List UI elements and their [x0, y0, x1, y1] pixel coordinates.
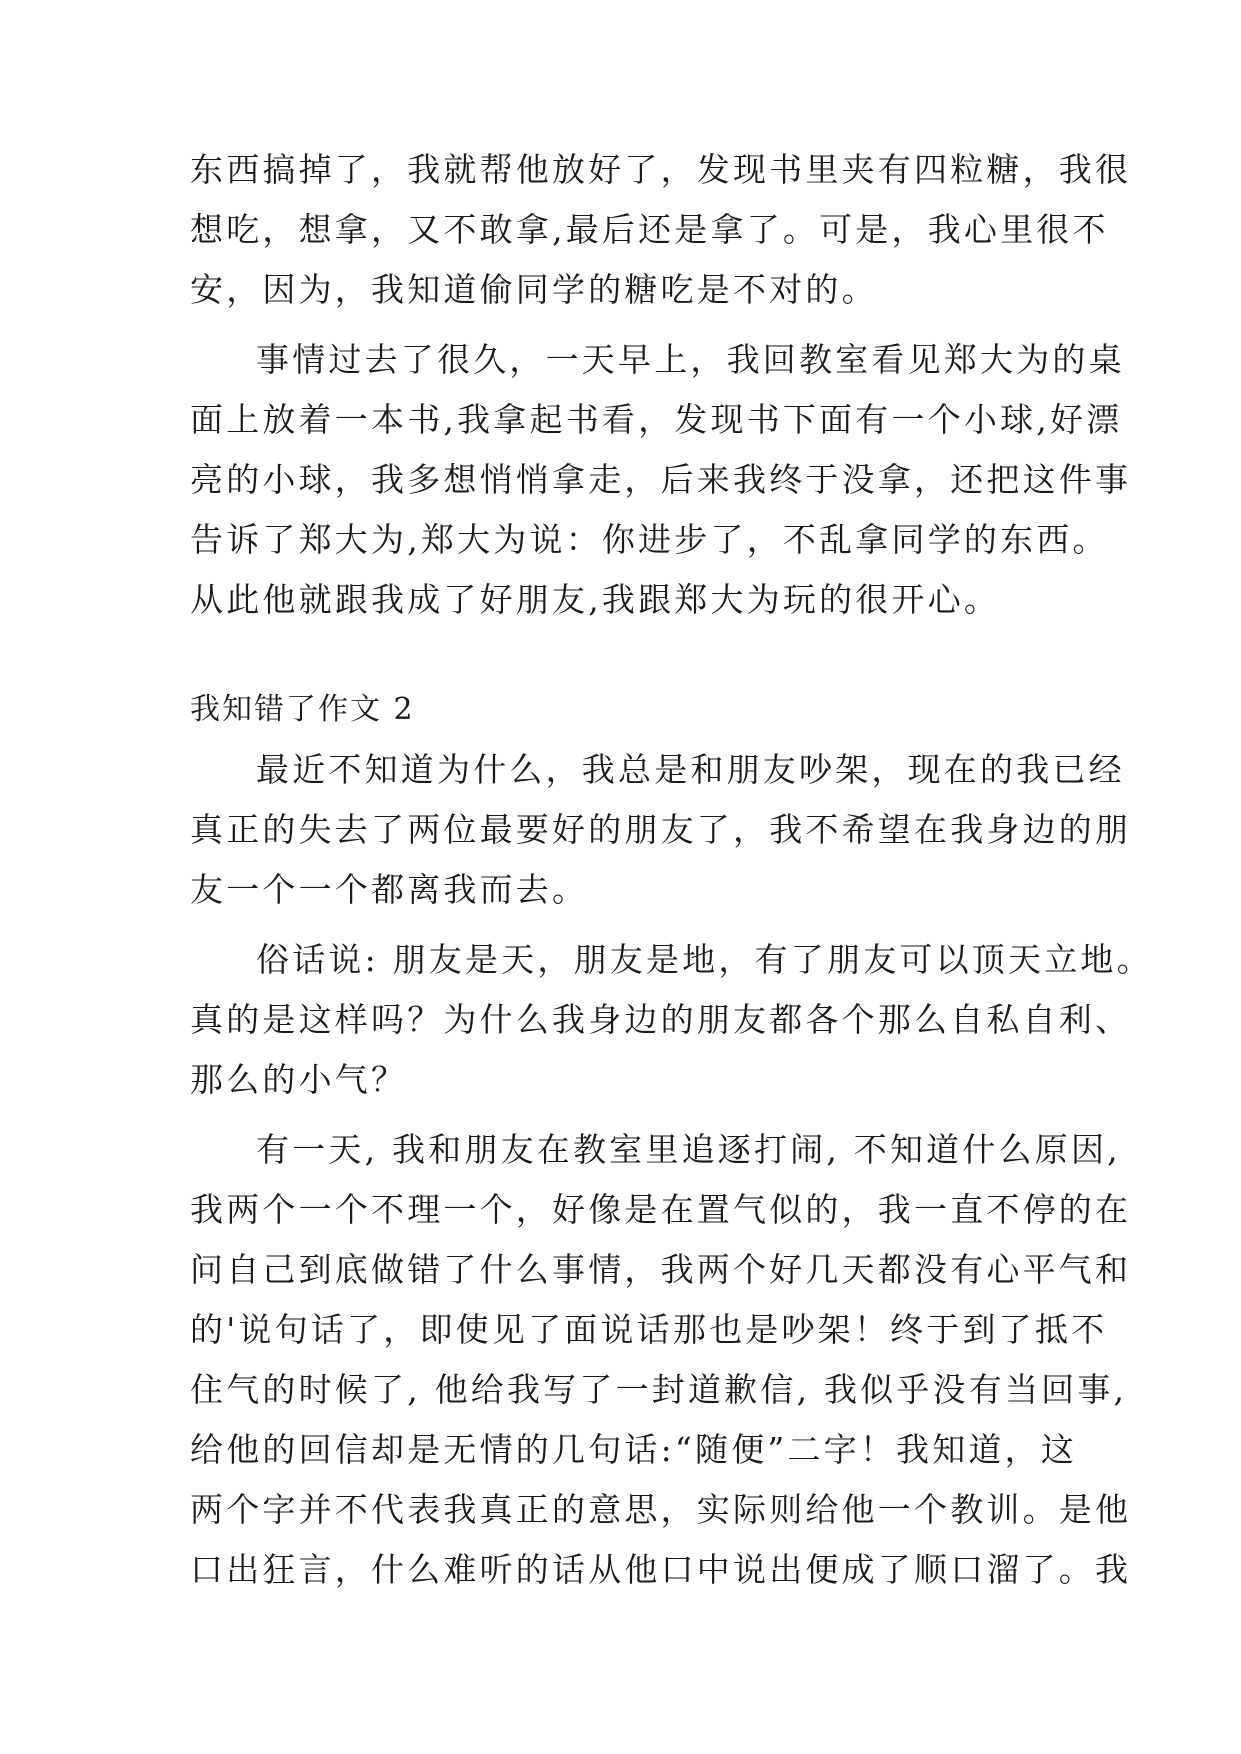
paragraph-line: 口出狂言，什么难听的话从他口中说出便成了顺口溜了。我 — [190, 1550, 1132, 1589]
paragraph-line: 从此他就跟我成了好朋友,我跟郑大为玩的很开心。 — [190, 580, 1001, 619]
paragraph-line: 面上放着一本书,我拿起书看，发现书下面有一个小球,好漂 — [190, 400, 1123, 439]
paragraph-line: 那么的小气？ — [190, 1060, 408, 1099]
paragraph-line: 的'说句话了，即使见了面说话那也是吵架！终于到了抵不 — [190, 1310, 1108, 1349]
paragraph-line: 告诉了郑大为,郑大为说：你进步了，不乱拿同学的东西。 — [190, 520, 1109, 559]
paragraph-line: 最近不知道为什么，我总是和朋友吵架，现在的我已经 — [256, 750, 1125, 789]
paragraph-line: 安，因为，我知道偷同学的糖吃是不对的。 — [190, 270, 878, 309]
paragraph-line: 事情过去了很久，一天早上，我回教室看见郑大为的桌 — [256, 340, 1125, 379]
paragraph-line: 东西搞掉了，我就帮他放好了，发现书里夹有四粒糖，我很 — [190, 150, 1132, 189]
paragraph-line: 有一天, 我和朋友在教室里追逐打闹, 不知道什么原因, — [256, 1130, 1121, 1169]
paragraph-line: 我两个一个不理一个，好像是在置气似的，我一直不停的在 — [190, 1190, 1132, 1229]
paragraph-line: 给他的回信却是无情的几句话:“随便”二字！我知道，这 — [190, 1430, 1078, 1469]
paragraph-line: 住气的时候了, 他给我写了一封道歉信, 我似乎没有当回事, — [190, 1370, 1128, 1409]
section-heading: 我知错了作文 2 — [190, 692, 415, 727]
paragraph-line: 亮的小球，我多想悄悄拿走，后来我终于没拿，还把这件事 — [190, 460, 1132, 499]
paragraph-line: 两个字并不代表我真正的意思，实际则给他一个教训。是他 — [190, 1490, 1132, 1529]
paragraph-line: 俗话说: 朋友是天，朋友是地，有了朋友可以顶天立地。 — [256, 940, 1153, 979]
paragraph-line: 问自己到底做错了什么事情，我两个好几天都没有心平气和 — [190, 1250, 1132, 1289]
paragraph-line: 友一个一个都离我而去。 — [190, 870, 589, 909]
paragraph-line: 真的是这样吗？为什么我身边的朋友都各个那么自私自利、 — [190, 1000, 1132, 1039]
paragraph-line: 想吃，想拿，又不敢拿,最后还是拿了。可是，我心里很不 — [190, 210, 1109, 249]
paragraph-line: 真正的失去了两位最要好的朋友了，我不希望在我身边的朋 — [190, 810, 1132, 849]
